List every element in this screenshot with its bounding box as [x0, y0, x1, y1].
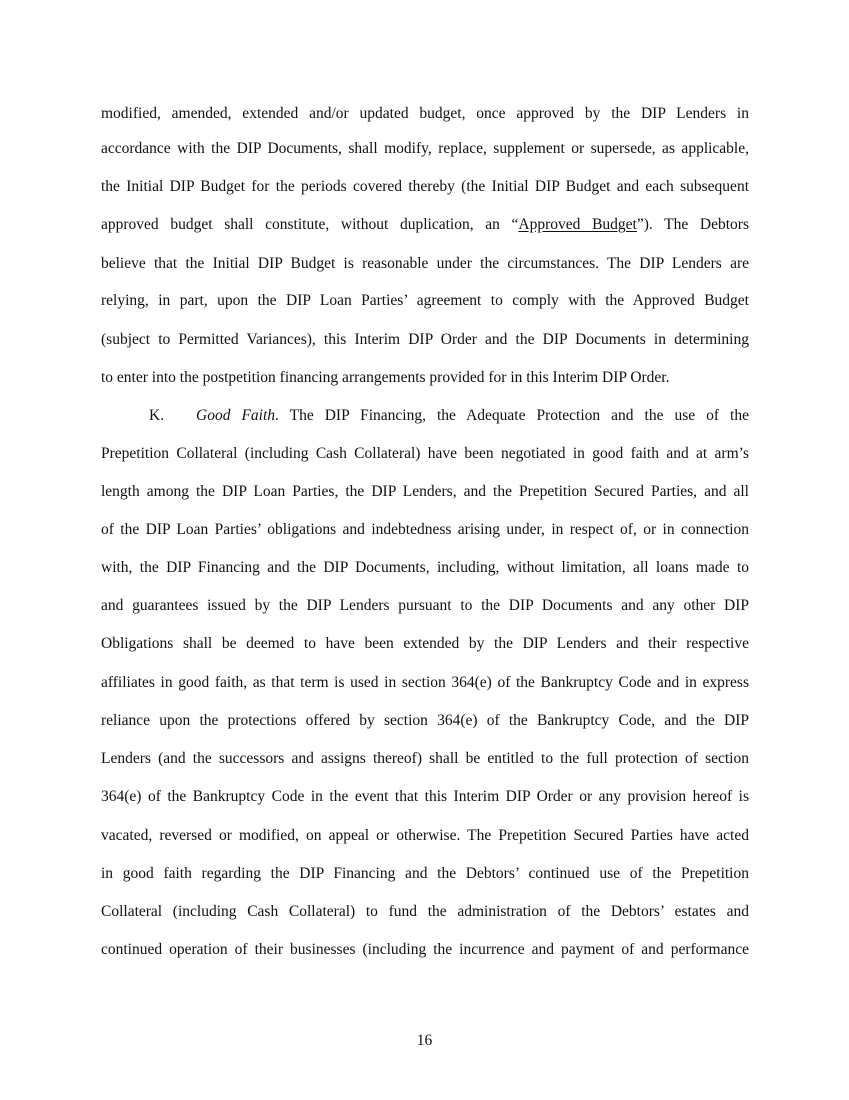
text-line: modified, amended, extended and/or updated budget, once approved by the DIP Lenders in	[101, 105, 749, 122]
text-fragment: ”). The Debtors	[636, 216, 749, 233]
text-line: of the DIP Loan Parties’ obligations and indebtedness arising under, in respect of, or in connection	[101, 521, 749, 538]
text-line: and guarantees issued by the DIP Lenders pursuant to the DIP Documents and any other DIP	[101, 597, 749, 614]
section-label: K.	[149, 407, 165, 424]
text-line: Obligations shall be deemed to have been extended by the DIP Lenders and their respective	[101, 635, 749, 652]
defined-term-approved-budget: Approved Budget	[518, 216, 637, 233]
section-heading-line	[149, 406, 749, 426]
text-line: accordance with the DIP Documents, shall modify, replace, supplement or supersede, as applicable,	[101, 140, 749, 157]
text-line: reliance upon the protections offered by section 364(e) of the Bankruptcy Code, and the DIP	[101, 712, 749, 729]
page-number: 16	[416, 1032, 433, 1049]
text-line: the Initial DIP Budget for the periods covered thereby (the Initial DIP Budget and each subsequent	[101, 178, 749, 195]
text-line: affiliates in good faith, as that term is used in section 364(e) of the Bankruptcy Code and in express	[101, 674, 749, 691]
text-line: believe that the Initial DIP Budget is reasonable under the circumstances. The DIP Lenders are	[101, 255, 749, 272]
text-line: with, the DIP Financing and the DIP Documents, including, without limitation, all loans made to	[101, 559, 749, 576]
text-line: Collateral (including Cash Collateral) to fund the administration of the Debtors’ estates and	[101, 903, 749, 920]
text-line: length among the DIP Loan Parties, the DIP Lenders, and the Prepetition Secured Parties, and all	[101, 483, 749, 500]
text-line: (subject to Permitted Variances), this Interim DIP Order and the DIP Documents in determining	[101, 331, 749, 348]
text-line: 364(e) of the Bankruptcy Code in the event that this Interim DIP Order or any provision hereof is	[101, 788, 749, 805]
text-line: continued operation of their businesses (including the incurrence and payment of and performance	[101, 941, 749, 958]
text-line: vacated, reversed or modified, on appeal or otherwise. The Prepetition Secured Parties have acted	[101, 827, 749, 844]
text-line: Lenders (and the successors and assigns thereof) shall be entitled to the full protection of section	[101, 750, 749, 767]
text-line: relying, in part, upon the DIP Loan Parties’ agreement to comply with the Approved Budget	[101, 292, 749, 309]
text-fragment: . The DIP Financing, the Adequate Protection and the use of the	[275, 407, 749, 424]
text-line-approved-budget	[101, 215, 749, 235]
text-fragment: approved budget shall constitute, without duplication, an “	[101, 216, 519, 233]
text-line: Prepetition Collateral (including Cash Collateral) have been negotiated in good faith and at arm’s	[101, 445, 749, 462]
text-line: to enter into the postpetition financing arrangements provided for in this Interim DIP Order.	[101, 369, 670, 386]
section-heading: Good Faith	[196, 407, 276, 424]
text-line: in good faith regarding the DIP Financing and the Debtors’ continued use of the Prepetition	[101, 865, 749, 882]
